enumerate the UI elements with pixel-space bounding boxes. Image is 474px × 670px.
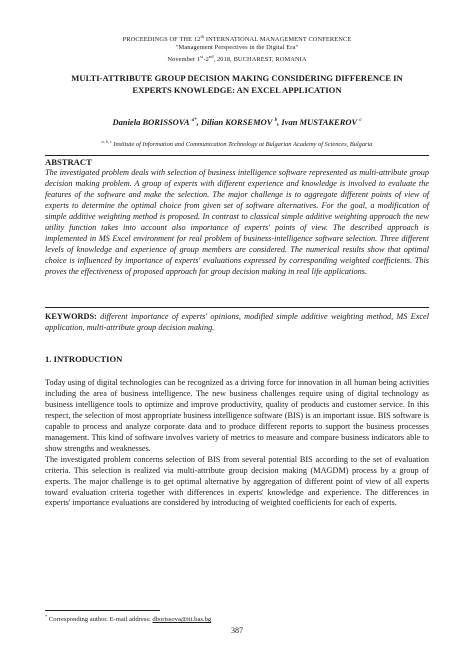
author-name: Daniela BORISSOVA: [112, 117, 190, 127]
abstract-text: The investigated problem deals with selection of business intelligence software represented as multi-attribute group decision making problem. A group of experts with different experience and knowledge is involved to evaluate the features of the software and make the selection. The major challenge is to aggregate different points of view of experts to determine the optimal choice from given set of software alternatives. For the goal, a modification of simple additive weighting method is proposed. In contrast to classical simple additive weighting approach the new utility function takes into account also importance of experts' points of view. The described approach is implemented in MS Excel environment for real problem of business-intelligence software selection. Three different levels of knowledge and experience of group members are considered. The numerical results show that optimal choice is influenced by importance of experts' evaluations expressed by corresponding weighted coefficients. This proves the effectiveness of proposed approach for group decision making in real life applications.: [45, 168, 429, 276]
author-list: Daniela BORISSOVA $^{a*}$, Dilian KORSEMOV $^b$, Ivan MUSTAKEROV $^c$: [112, 117, 362, 127]
paragraph: Today using of digital technologies can be recognized as a driving force for innovation in all human being activities including the area of business intelligence. The new business challenges require using of digital technology as business intelligence tools to optimize and improve productivity, quality of products and customer service. In this respect, the selection of most appropriate business intelligence software (BIS) is an important issue. BIS software is capable to process and analyze corporate data and to produce different reports to support the business processes management. This kind of software involves variety of metrics to measure and compare business indicators able to show strengths and weaknesses.: [45, 378, 429, 453]
email-link[interactable]: dborissova@iit.bas.bg: [152, 616, 212, 624]
conference-header: [0, 33, 474, 64]
author-affiliation: $^{a, b, c}$ Institute of Information and Communication Technology at Bulgarian Academy of Sciences, Bulgaria: [101, 139, 373, 149]
paragraph: The investigated problem concerns selection of BIS from several potential BIS according to the set of evaluation criteria. This selection is realized via multi-attribute group decision making (MAGDM) process by a group of experts. The major challenge is to get optimal alternative by aggregation of different point of view of all experts toward evaluation criteria together with differences in experts' knowledge and experience. The differences in experts' importance evaluations are considered by introducing of weighted coefficients for each of experts.: [45, 454, 429, 508]
introduction-body: [45, 378, 429, 509]
conference-theme: "Management Perspectives in the Digital Era": [175, 44, 299, 52]
author-name: Ivan MUSTAKEROV: [281, 117, 358, 127]
footnote-rule: [45, 610, 160, 611]
abstract-top-rule: [45, 155, 429, 156]
section-heading-introduction: 1. INTRODUCTION: [45, 354, 123, 364]
abstract-bottom-rule: [45, 307, 429, 308]
footnote: * Corresponding author. E-mail address: dborissova@iit.bas.bg: [45, 614, 212, 624]
keywords: [45, 312, 429, 334]
paper-title: MULTI-ATTRIBUTE GROUP DECISION MAKING CONSIDERING DIFFERENCE IN EXPERTS KNOWLEDGE: AN EXCEL APPLICATION: [71, 73, 403, 95]
page-number: 387: [231, 626, 243, 635]
keywords-label: KEYWORDS:: [45, 312, 97, 321]
author-name: Dilian KORSEMOV: [200, 117, 273, 127]
keywords-text: different importance of experts' opinions, modified simple additive weighting method, MS Excel application, multi-attribute group decision making.: [45, 312, 429, 332]
abstract-heading: ABSTRACT: [45, 157, 92, 167]
conference-title: PROCEEDINGS OF THE 12th INTERNATIONAL MANAGEMENT CONFERENCE: [122, 34, 352, 44]
conference-date: November 1st-2nd, 2018, BUCHAREST, ROMANIA: [167, 53, 307, 63]
